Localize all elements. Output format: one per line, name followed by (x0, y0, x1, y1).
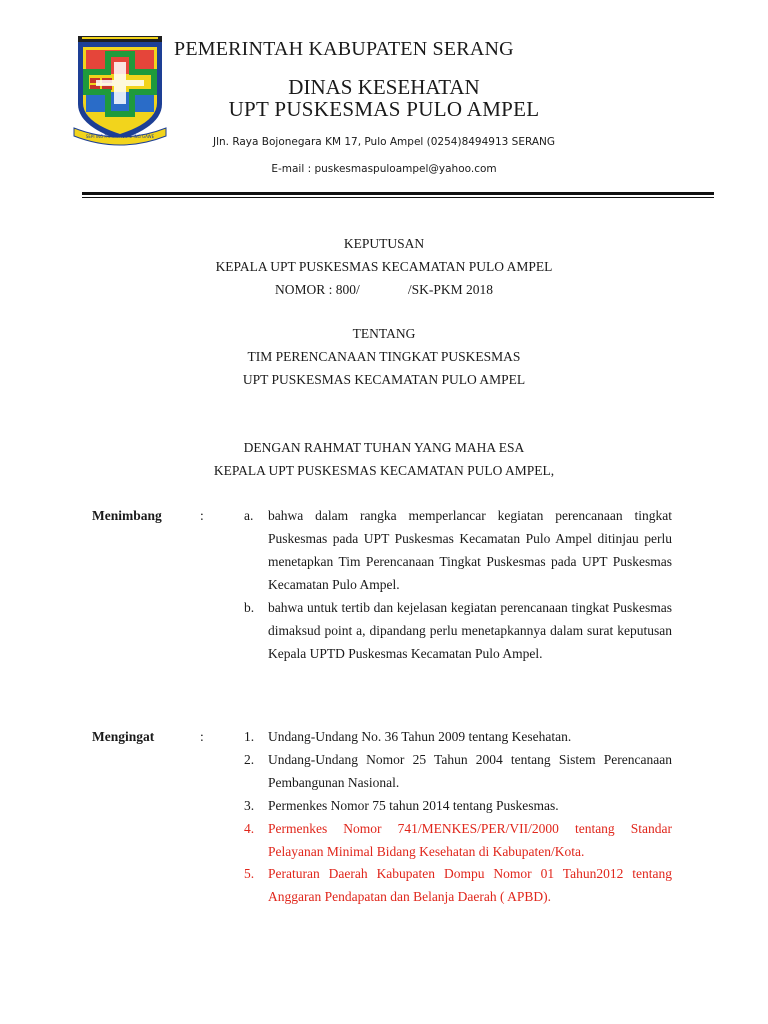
menimbang-item-a-marker: a. (244, 508, 254, 523)
decree-subject-line2: UPT PUSKESMAS KECAMATAN PULO AMPEL (242, 372, 526, 387)
mengingat-item-4: Permenkes Nomor 741/MENKES/PER/VII/2000 tentang Standar Pelayanan Minimal Bidang Kesehatan di Kabupaten/Kota. (268, 821, 672, 859)
mengingat-item-2: Undang-Undang Nomor 25 Tahun 2004 tentang Sistem Perencanaan Pembangunan Nasional. (268, 752, 672, 790)
decree-title: KEPUTUSAN (343, 236, 425, 251)
address-line: Jln. Raya Bojonegara KM 17, Pulo Ampel (0254)8494913 SERANG (212, 136, 556, 148)
tentang-heading: TENTANG (352, 326, 416, 341)
decree-number-prefix: NOMOR : 800/ (275, 282, 360, 297)
menimbang-item-b-marker: b. (244, 600, 255, 615)
mengingat-item-3: Permenkes Nomor 75 tahun 2014 tentang Puskesmas. (268, 798, 559, 813)
menimbang-item-b: bahwa untuk tertib dan kejelasan kegiatan perencanaan tingkat Puskesmas dimaksud point a, dipandang perlu menetapkannya dalam surat keputusan Kepala UPTD Puskesmas Kecamatan Pulo Ampel. (268, 600, 672, 661)
decree-subject-line1: TIM PERENCANAAN TINGKAT PUSKESMAS (247, 349, 521, 364)
unit-name: UPT PUSKESMAS PULO AMPEL (228, 97, 540, 121)
mengingat-item-2-marker: 2. (244, 752, 255, 767)
letterhead-divider-thick (82, 192, 714, 195)
invocation-line1: DENGAN RAHMAT TUHAN YANG MAHA ESA (243, 440, 525, 455)
decree-number (0, 282, 768, 298)
mengingat-item-1-marker: 1. (244, 729, 255, 744)
decree-issuer: KEPALA UPT PUSKESMAS KECAMATAN PULO AMPEL (215, 259, 553, 274)
department-name: DINAS KESEHATAN (288, 75, 480, 99)
mengingat-item-5-marker: 5. (244, 866, 255, 881)
mengingat-label: Mengingat (92, 729, 155, 744)
mengingat-item-3-marker: 3. (244, 798, 255, 813)
menimbang-label: Menimbang (92, 508, 162, 523)
mengingat-item-5: Peraturan Daerah Kabupaten Dompu Nomor 01 Tahun2012 tentang Anggaran Pendapatan dan Belanja Daerah ( APBD). (268, 866, 672, 904)
mengingat-item-4-marker: 4. (244, 821, 255, 836)
letterhead-divider-thin (82, 197, 714, 198)
menimbang-item-a: bahwa dalam rangka memperlancar kegiatan perencanaan tingkat Puskesmas pada UPT Puskesmas Kecamatan Pulo Ampel ditinjau perlu menetapkan Tim Perencanaan Tingkat Puskesmas pada UPT Puskesmas Kecamatan Pulo Ampel. (268, 508, 672, 592)
mengingat-colon: : (200, 729, 204, 744)
email-line: E-mail : puskesmaspuloampel@yahoo.com (271, 163, 497, 175)
government-name: PEMERINTAH KABUPATEN SERANG (174, 38, 514, 60)
decree-number-suffix: /SK-PKM 2018 (407, 282, 493, 297)
invocation-line2: KEPALA UPT PUSKESMAS KECAMATAN PULO AMPEL, (213, 463, 555, 478)
mengingat-item-1: Undang-Undang No. 36 Tahun 2009 tentang Kesehatan. (268, 729, 572, 744)
logo-banner-text: SEPI ING PAMRIH RAME ING GAWE (85, 134, 155, 139)
menimbang-colon: : (200, 508, 204, 523)
